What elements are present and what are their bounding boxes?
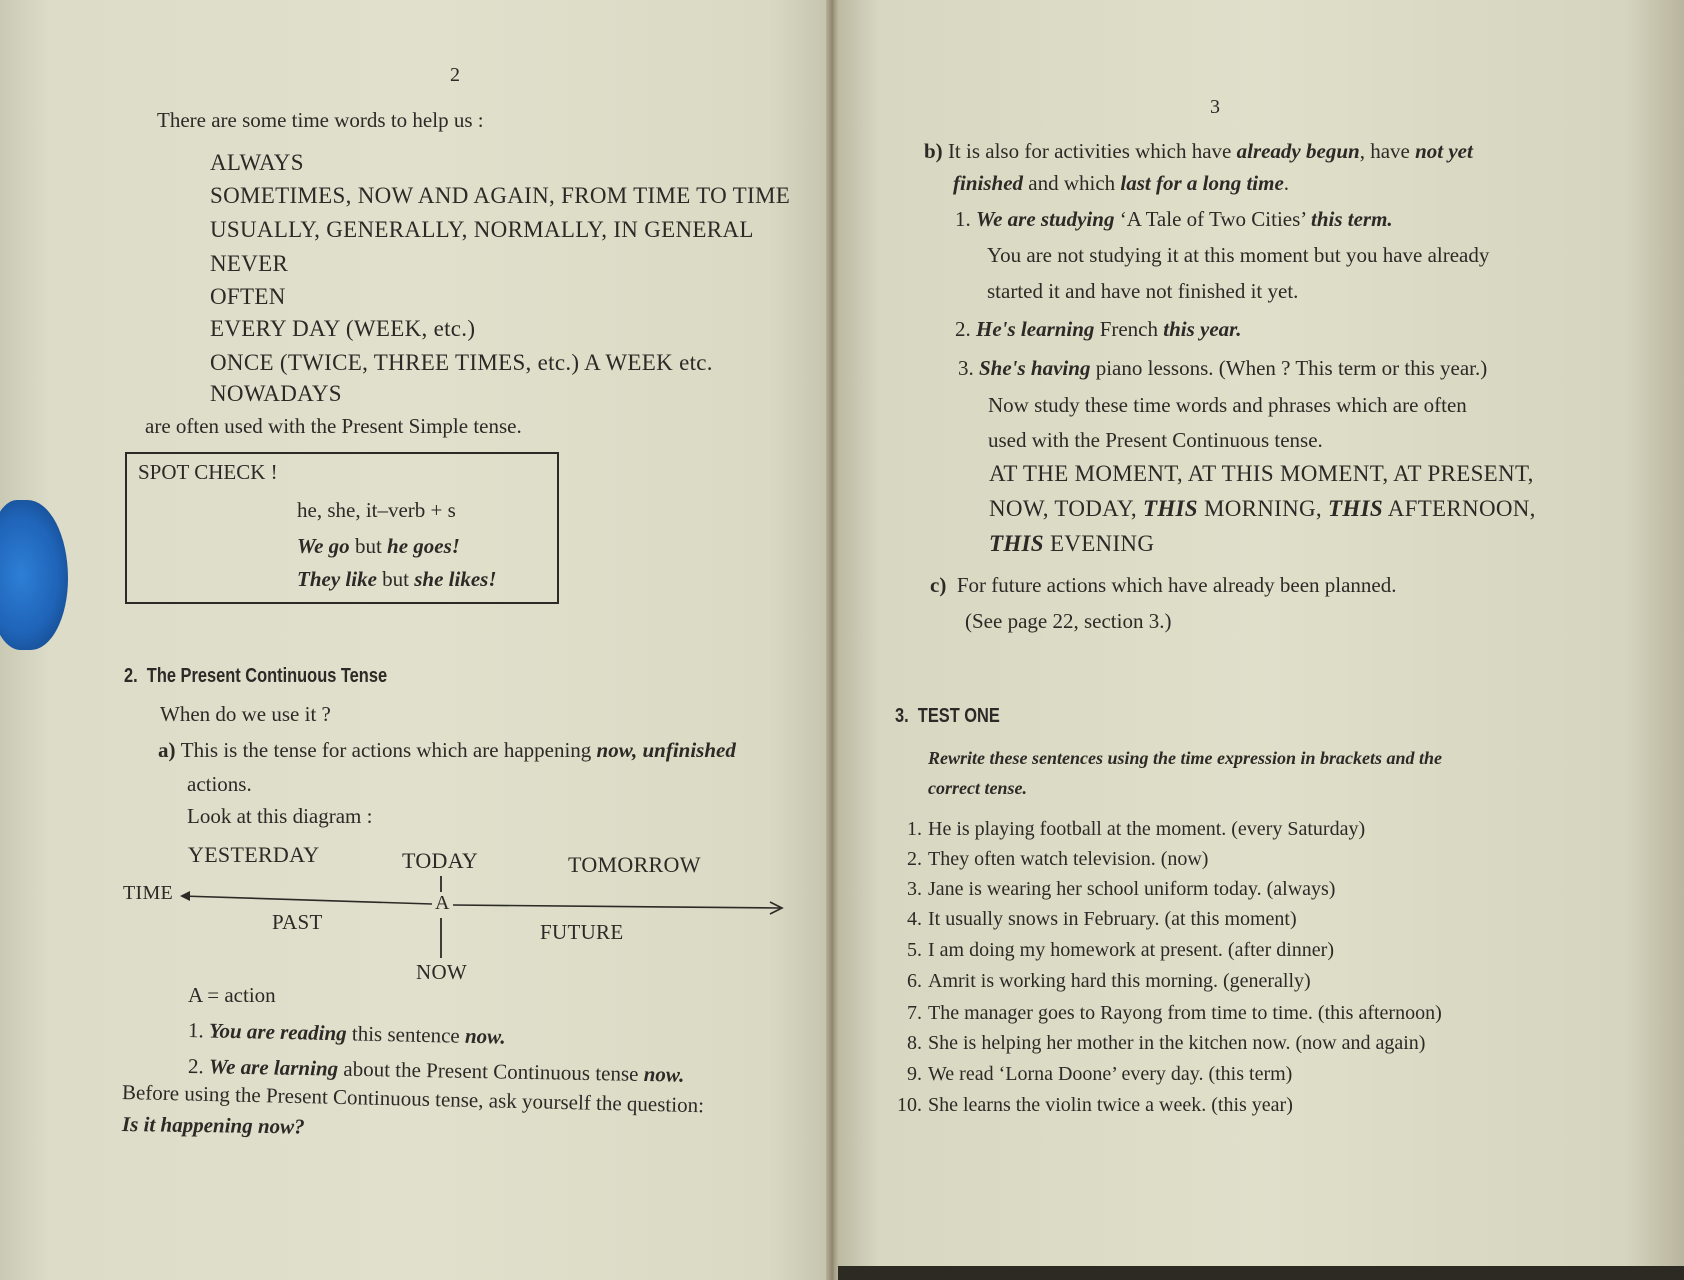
label-time: TIME — [123, 882, 174, 904]
test-instruction-2: correct tense. — [928, 778, 1027, 798]
timeline-diagram — [120, 840, 800, 990]
time-word: OFTEN — [210, 284, 286, 309]
spot-check-rule: he, she, it–verb + s — [297, 498, 456, 522]
section-3-heading: 3. TEST ONE — [895, 705, 1000, 727]
study-text-2: used with the Present Continuous tense. — [988, 428, 1323, 452]
page-number-left: 2 — [450, 64, 460, 86]
list-item: 3. Jane is wearing her school uniform today. (always) — [907, 878, 1336, 900]
label-past: PAST — [272, 910, 323, 934]
list-item: 1. He is playing football at the moment. (every Saturday) — [907, 818, 1366, 840]
future-arrow-line — [453, 905, 780, 908]
time-word: EVERY DAY (WEEK, etc.) — [210, 316, 476, 341]
label-action-marker: A — [435, 892, 450, 914]
time-word: ONCE (TWICE, THREE TIMES, etc.) A WEEK etc. — [210, 350, 713, 375]
b-example-1: 1. We are studying ‘A Tale of Two Cities’ this term. — [955, 207, 1393, 231]
blue-cloth-edge — [0, 500, 68, 650]
study-text-1: Now study these time words and phrases which are often — [988, 393, 1467, 417]
time-word: SOMETIMES, NOW AND AGAIN, FROM TIME TO TIME — [210, 183, 791, 208]
left-arrowhead — [180, 891, 190, 901]
b-example-1-note-2: started it and have not finished it yet. — [987, 279, 1299, 303]
label-now: NOW — [416, 960, 468, 984]
continuous-time-words-3: THIS EVENING — [989, 531, 1155, 556]
label-today: TODAY — [402, 848, 479, 873]
spot-check-title: SPOT CHECK ! — [138, 460, 278, 484]
diagram-legend: A = action — [188, 983, 276, 1007]
after-list-text: are often used with the Present Simple tense. — [145, 414, 522, 438]
continuous-time-words-2: NOW, TODAY, THIS MORNING, THIS AFTERNOON, — [989, 496, 1536, 521]
before-using-text: Before using the Present Continuous tense, ask yourself the question: — [121, 1080, 705, 1118]
label-tomorrow: TOMORROW — [568, 852, 701, 877]
label-future: FUTURE — [540, 920, 624, 944]
list-item: 4. It usually snows in February. (at this moment) — [907, 908, 1297, 930]
diagram-intro: Look at this diagram : — [187, 804, 373, 828]
section-2-a: a) This is the tense for actions which are happening now, unfinished — [158, 738, 736, 762]
spot-check-box — [125, 452, 559, 604]
section-c: c) For future actions which have already been planned. — [930, 573, 1397, 597]
list-item: 10. She learns the violin twice a week. (this year) — [897, 1094, 1293, 1116]
section-2-heading: 2. The Present Continuous Tense — [124, 665, 388, 687]
section-b-line-2: finished and which last for a long time. — [953, 171, 1290, 195]
section-b-line-1: b) It is also for activities which have already begun, have not yet — [924, 139, 1473, 163]
section-2-a-cont: actions. — [187, 772, 252, 796]
section-2-question: When do we use it ? — [160, 702, 331, 726]
spot-check-example-2: They like but she likes! — [297, 567, 497, 591]
time-word: USUALLY, GENERALLY, NORMALLY, IN GENERAL — [210, 217, 754, 242]
spot-check-example-1: We go but he goes! — [297, 534, 460, 558]
page-number-right: 3 — [1210, 96, 1220, 118]
example-2: 2. We are larning about the Present Continuous tense now. — [187, 1054, 685, 1087]
list-item: 9. We read ‘Lorna Doone’ every day. (this term) — [907, 1063, 1293, 1085]
example-1: 1. You are reading this sentence now. — [187, 1018, 506, 1049]
list-item: 2. They often watch television. (now) — [907, 848, 1209, 870]
list-item: 8. She is helping her mother in the kitchen now. (now and again) — [907, 1032, 1426, 1054]
b-example-2: 2. He's learning French this year. — [955, 317, 1242, 341]
b-example-3: 3. She's having piano lessons. (When ? This term or this year.) — [958, 356, 1488, 380]
list-item: 7. The manager goes to Rayong from time to time. (this afternoon) — [907, 1002, 1442, 1024]
timeline-lines — [120, 840, 800, 990]
section-c-see: (See page 22, section 3.) — [965, 609, 1172, 633]
right-page — [838, 0, 1684, 1280]
time-word: NOWADAYS — [210, 381, 342, 406]
test-items-list — [888, 818, 1668, 1138]
time-word: NEVER — [210, 251, 289, 276]
intro-text: There are some time words to help us : — [157, 108, 484, 132]
time-word: ALWAYS — [210, 150, 304, 175]
past-arrow-line — [182, 896, 432, 904]
b-example-1-note-1: You are not studying it at this moment but you have already — [987, 243, 1490, 267]
left-page — [0, 0, 834, 1280]
list-item: 5. I am doing my homework at present. (after dinner) — [907, 939, 1334, 961]
label-yesterday: YESTERDAY — [188, 842, 320, 867]
list-item: 6. Amrit is working hard this morning. (generally) — [907, 970, 1311, 992]
test-instruction-1: Rewrite these sentences using the time expression in brackets and the — [928, 748, 1443, 768]
continuous-time-words-1: AT THE MOMENT, AT THIS MOMENT, AT PRESENT, — [989, 461, 1534, 486]
final-question: Is it happening now? — [121, 1112, 305, 1139]
